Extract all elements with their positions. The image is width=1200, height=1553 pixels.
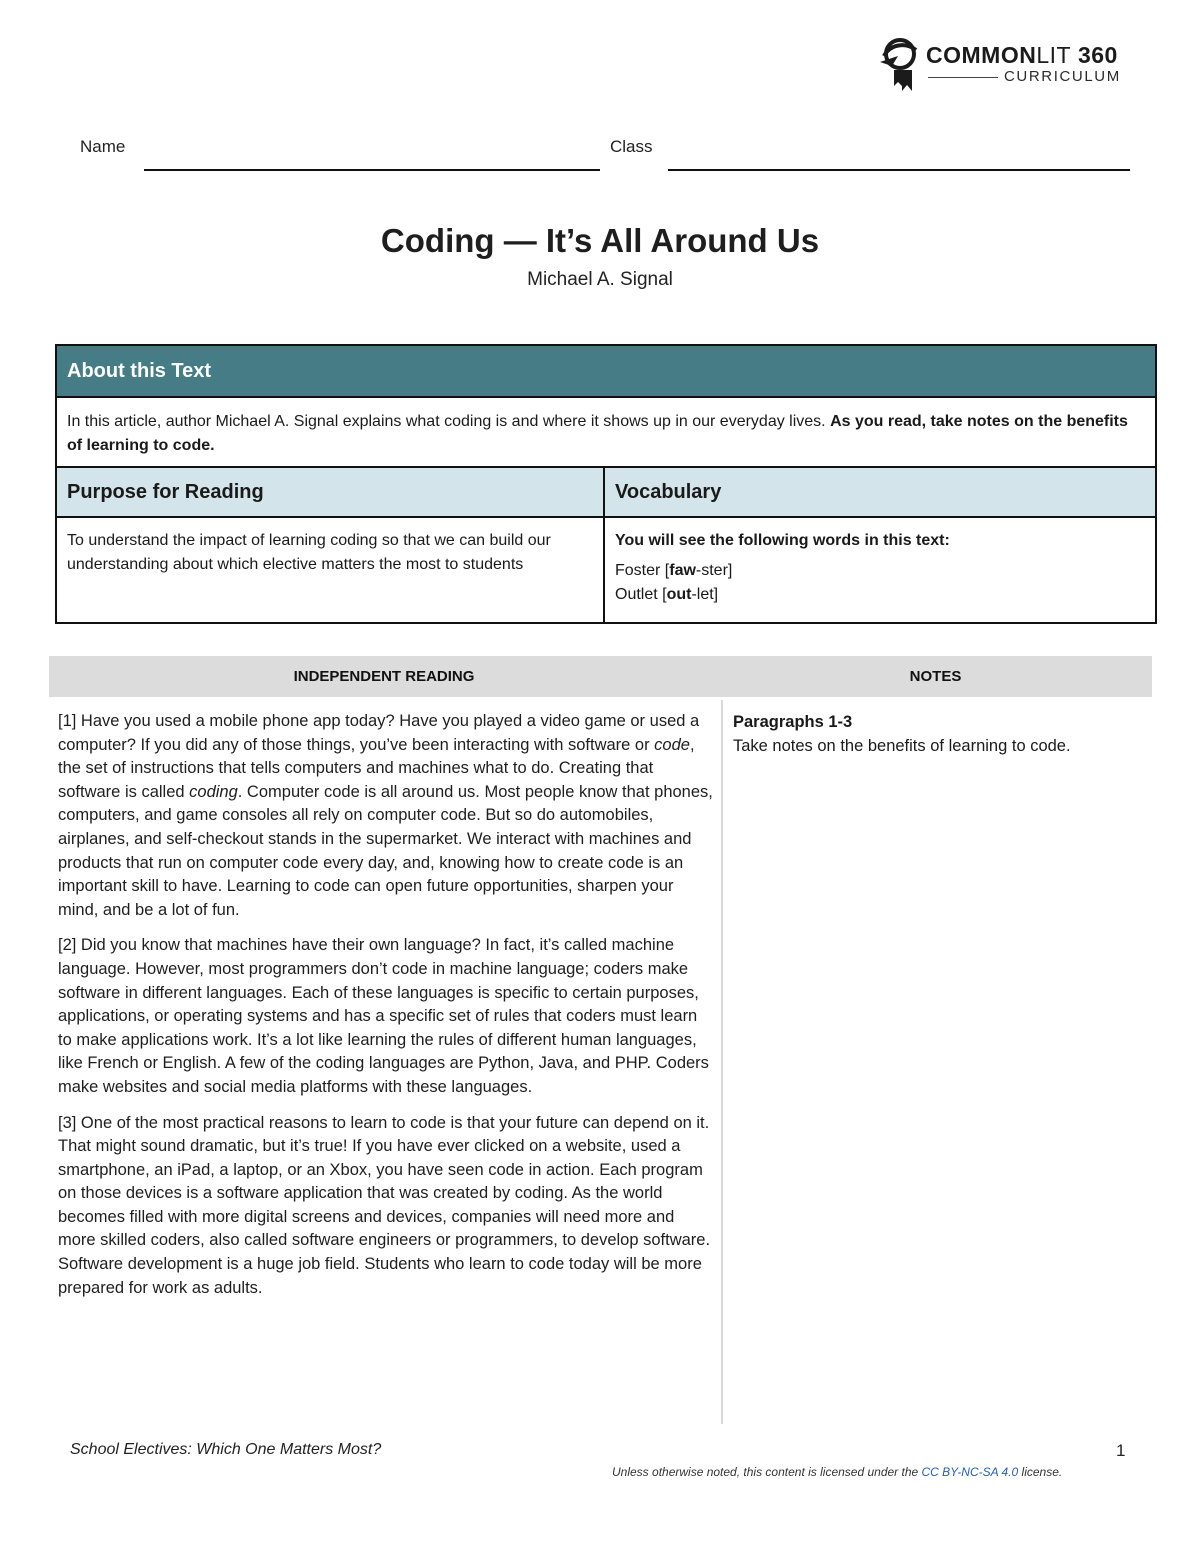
author-name: Michael A. Signal bbox=[527, 269, 673, 290]
license-link[interactable]: CC BY-NC-SA 4.0 bbox=[921, 1465, 1019, 1479]
purpose-heading: Purpose for Reading bbox=[57, 468, 603, 518]
notes-prompt: Take notes on the benefits of learning to code. bbox=[733, 737, 1071, 755]
vocabulary-body bbox=[605, 518, 1155, 622]
class-field[interactable] bbox=[668, 169, 1130, 171]
notes-column[interactable] bbox=[733, 710, 1133, 758]
commonlit-logo bbox=[876, 36, 1136, 96]
paragraph-1: [1] Have you used a mobile phone app today? Have you played a video game or used a computer? If you did any of those things, you’ve been interacting with software or code, the set of instructions that tells computers and machines what to do. Creating that software is called coding. Computer code is all around us. Most people know that phones, computers, and game consoles all rely on computer code. But so do automobiles, airplanes, and self-checkout stands in the supermarket. We interact with machines and products that run on computer code every day, and, knowing how to create code is an important skill to have. Learning to code can open future opportunities, sharpen your mind, and be a lot of fun. bbox=[58, 712, 713, 919]
purpose-vocabulary-row bbox=[57, 468, 1155, 622]
independent-reading-heading: INDEPENDENT READING bbox=[293, 668, 475, 685]
vocabulary-intro: You will see the following words in this text: bbox=[615, 532, 950, 549]
page-number: 1 bbox=[1116, 1441, 1126, 1460]
paragraph-3: [3] One of the most practical reasons to learn to code is that your future can depend on it. That might sound dramatic, but it’s true! If you have ever clicked on a website, used a smartphone, an iPad, a laptop, or an Xbox, you have seen code in action. Each program on those devices is a software application that was created by coding. As the world becomes filled with more digital screens and devices, companies will need more and more skilled coders, also called software engineers or programmers, to develop software. Software development is a huge job field. Students who learn to code today will be more prepared for work as adults. bbox=[58, 1113, 711, 1297]
vocabulary-cell bbox=[603, 468, 1155, 622]
logo-rule bbox=[928, 77, 998, 78]
page-title: Coding — It’s All Around Us bbox=[380, 222, 820, 259]
name-label: Name bbox=[80, 137, 126, 156]
vocabulary-heading: Vocabulary bbox=[605, 468, 1155, 518]
reading-header-bar bbox=[49, 656, 1152, 697]
column-divider bbox=[721, 700, 723, 1424]
about-heading: About this Text bbox=[57, 346, 1155, 398]
purpose-cell bbox=[57, 468, 603, 622]
logo-subtitle: CURRICULUM bbox=[1004, 68, 1121, 85]
logo-wordmark: COMMONLIT 360 bbox=[926, 42, 1118, 68]
unit-title: School Electives: Which One Matters Most? bbox=[70, 1441, 382, 1458]
purpose-body: To understand the impact of learning coding so that we can build our understanding about which elective matters the most to students bbox=[67, 532, 551, 573]
name-field[interactable] bbox=[144, 169, 600, 171]
vocabulary-word: Outlet [out-let] bbox=[615, 586, 719, 603]
paragraph-2: [2] Did you know that machines have their own language? In fact, it’s called machine language. However, most programmers don’t code in machine language; coders make software in different languages. Each of these languages is specific to certain purposes, applications, or operating systems and has a specific set of rules that coders must learn to make applications work. It’s a lot like learning the rules of different human languages, like French or English. A few of the coding languages are Python, Java, and PHP. Coders make websites and social media platforms with these languages. bbox=[58, 936, 709, 1096]
vocabulary-word: Foster [faw-ster] bbox=[615, 562, 733, 579]
about-body: In this article, author Michael A. Signal explains what coding is and where it shows up in our everyday lives. As you read, take notes on the benefits of learning to code. bbox=[57, 398, 1155, 468]
license-notice: Unless otherwise noted, this content is licensed under the CC BY-NC-SA 4.0 license. bbox=[612, 1465, 1063, 1479]
class-label: Class bbox=[610, 137, 653, 156]
reading-text bbox=[58, 710, 714, 1312]
commonlit-emblem-icon bbox=[876, 36, 922, 92]
about-table bbox=[55, 344, 1157, 624]
notes-paragraph-range: Paragraphs 1-3 bbox=[733, 713, 853, 731]
notes-heading: NOTES bbox=[909, 668, 962, 685]
